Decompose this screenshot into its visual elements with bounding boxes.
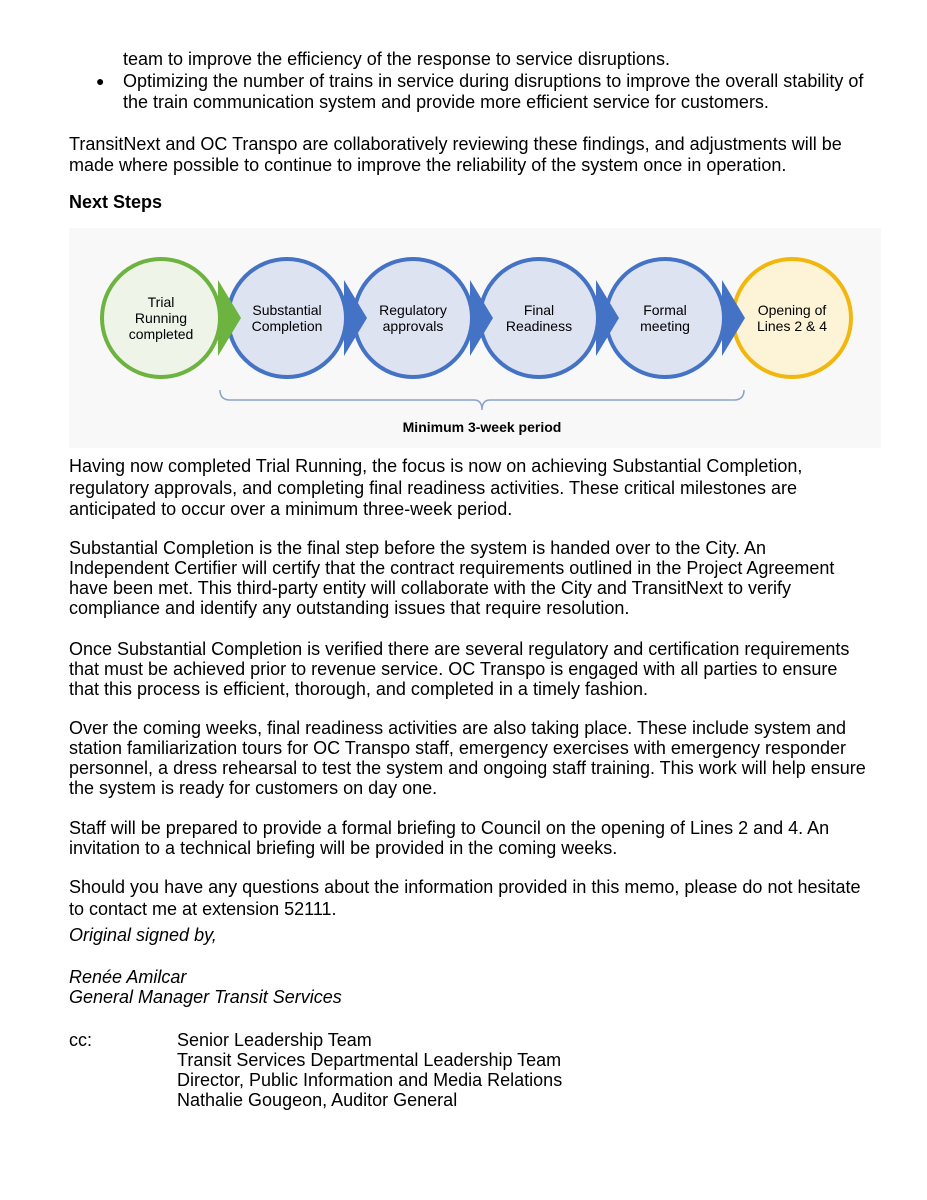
paragraph-regulatory [69, 639, 889, 699]
step-label: completed [128, 326, 194, 342]
paragraph-readiness [69, 718, 889, 798]
step-label: Completion [251, 318, 323, 334]
text-line: Having now completed Trial Running, the focus is now on achieving Substantial Completion, [69, 456, 803, 476]
paragraph-focus [69, 456, 889, 519]
process-step [354, 259, 493, 377]
text-line: that this process is efficient, thorough, and completed in a timely fashion. [69, 679, 648, 699]
process-flow-svg [69, 228, 881, 448]
bullet-dot-icon: ● [96, 73, 105, 89]
next-steps-diagram [69, 228, 881, 448]
step-label: Trial [147, 294, 175, 310]
step-label: Running [134, 310, 188, 326]
text-line: Should you have any questions about the information provided in this memo, please do not hesitate [69, 877, 861, 897]
period-brace [220, 390, 744, 410]
text-line: the system is ready for customers on day one. [69, 778, 438, 798]
process-step [102, 259, 241, 377]
bullet-item-line: the train communication system and provide more efficient service for customers. [123, 92, 769, 112]
text-line: Independent Certifier will certify that the contract requirements outlined in the Project Agreement [69, 558, 835, 578]
step-label: approvals [382, 318, 444, 334]
text-line: personnel, a dress rehearsal to test the system and ongoing staff training. This work will help ensure [69, 758, 866, 778]
text-line: anticipated to occur over a minimum three-week period. [69, 499, 513, 519]
period-label: Minimum 3-week period [402, 419, 562, 435]
text-line: that must be achieved prior to revenue service. OC Transpo is engaged with all parties to ensure [69, 659, 838, 679]
cc-recipient: Transit Services Departmental Leadership Team [177, 1050, 562, 1070]
paragraph-review [69, 134, 889, 175]
text-line: to contact me at extension 52111. [69, 899, 337, 919]
step-label: Formal [643, 302, 687, 318]
signer-title: General Manager Transit Services [69, 987, 342, 1007]
text-line: Substantial Completion is the final step before the system is handed over to the City. An [69, 538, 767, 558]
section-heading: Next Steps [69, 192, 163, 212]
text-line: made where possible to continue to improve the reliability of the system once in operation. [69, 155, 787, 175]
paragraph-substantial [69, 538, 889, 618]
text-line: Over the coming weeks, final readiness activities are also taking place. These include system and [69, 718, 847, 738]
text-line: have been met. This third-party entity will collaborate with the City and TransitNext to verify [69, 578, 791, 598]
step-label: Substantial [252, 302, 322, 318]
process-step [228, 259, 367, 377]
cc-label: cc: [69, 1030, 93, 1050]
text-line: station familiarization tours for OC Transpo staff, emergency exercises with emergency responder [69, 738, 847, 758]
cc-recipient: Director, Public Information and Media Relations [177, 1070, 563, 1090]
bullet-item-line: Optimizing the number of trains in service during disruptions to improve the overall stability of [123, 71, 864, 91]
process-step [733, 259, 851, 377]
text-line: Staff will be prepared to provide a formal briefing to Council on the opening of Lines 2 and 4. An [69, 818, 830, 838]
text-line: Once Substantial Completion is verified there are several regulatory and certification requirements [69, 639, 850, 659]
step-label: meeting [640, 318, 690, 334]
cc-recipient: Senior Leadership Team [177, 1030, 372, 1050]
step-label: Final [523, 302, 555, 318]
step-label: Readiness [505, 318, 573, 334]
step-label: Regulatory [379, 302, 447, 318]
step-label: Lines 2 & 4 [756, 318, 828, 334]
cc-recipient: Nathalie Gougeon, Auditor General [177, 1090, 458, 1110]
signed-note: Original signed by, [69, 925, 217, 945]
paragraph-questions [69, 877, 889, 919]
signer-name: Renée Amilcar [69, 967, 187, 987]
process-step [606, 259, 745, 377]
paragraph-briefing [69, 818, 889, 858]
text-line: regulatory approvals, and completing final readiness activities. These critical milestones are [69, 478, 798, 498]
process-step [480, 259, 619, 377]
bullet-continuation: team to improve the efficiency of the response to service disruptions. [123, 49, 670, 69]
cc-recipient-list [177, 1030, 562, 1110]
text-line: compliance and identify any outstanding issues that require resolution. [69, 598, 630, 618]
text-line: TransitNext and OC Transpo are collaboratively reviewing these findings, and adjustments will be [69, 134, 842, 154]
text-line: invitation to a technical briefing will be provided in the coming weeks. [69, 838, 618, 858]
step-label: Opening of [757, 302, 827, 318]
